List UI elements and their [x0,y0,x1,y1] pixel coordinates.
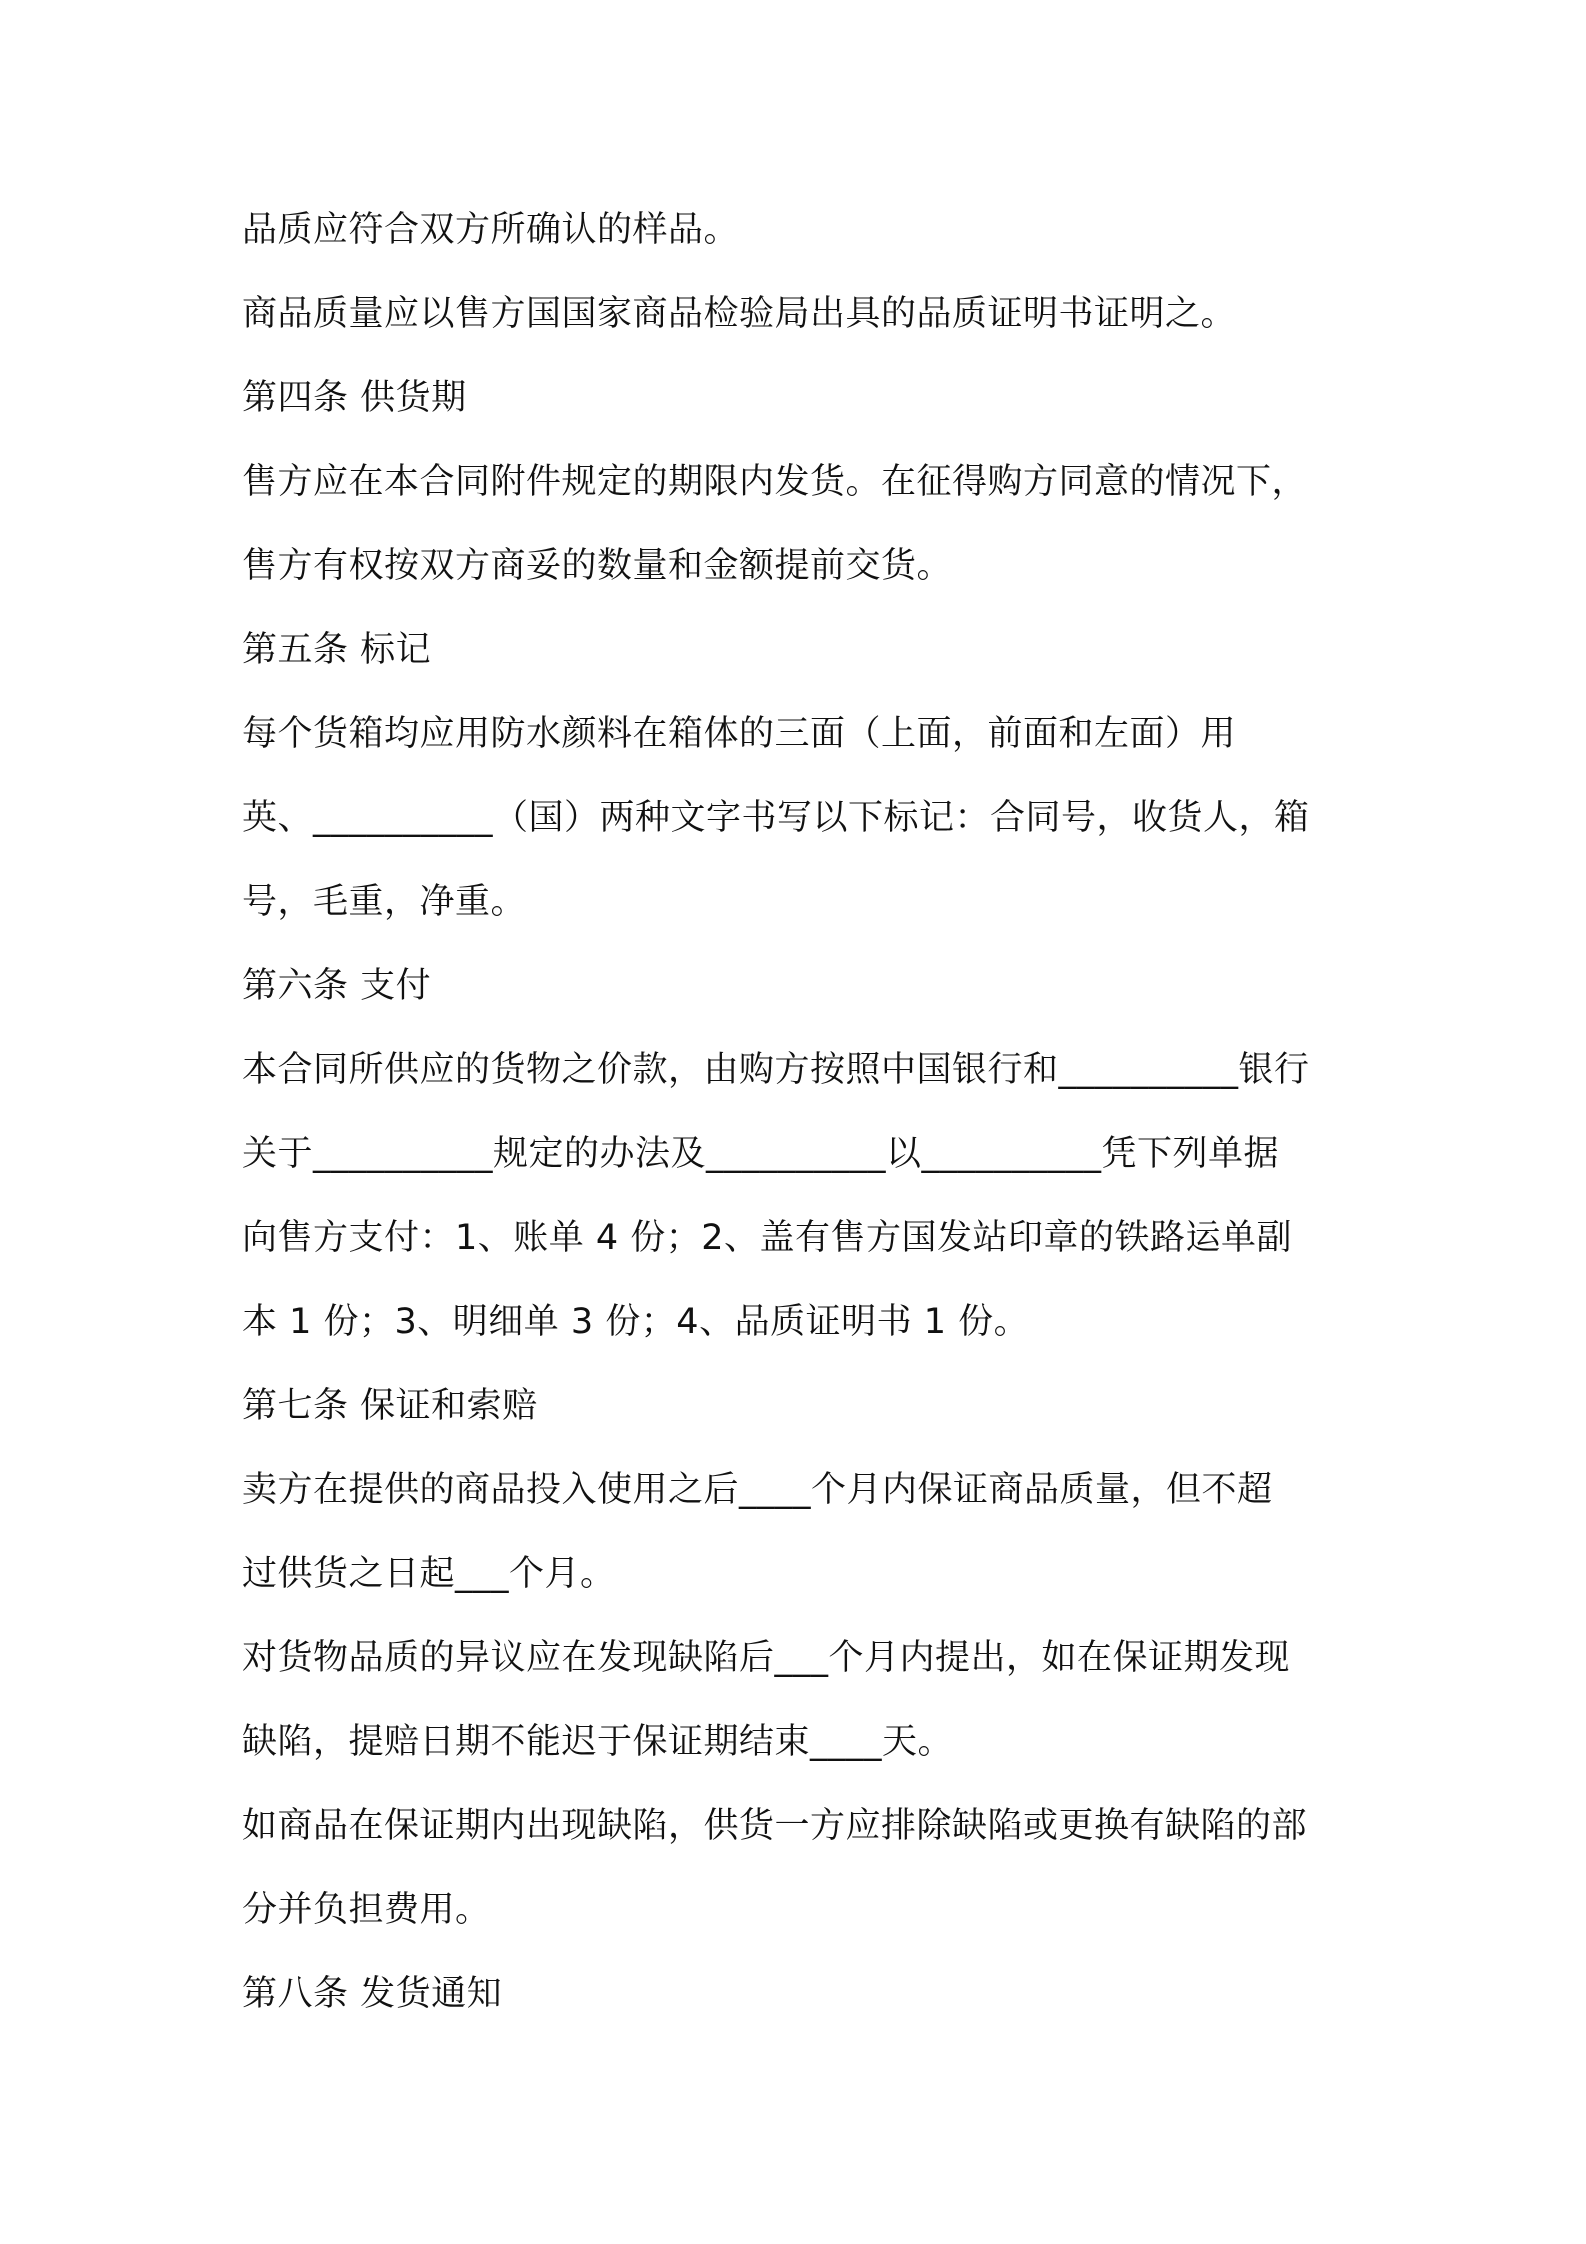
paragraph-line: 售方应在本合同附件规定的期限内发货。在征得购方同意的情况下， [242,462,1308,502]
paragraph-line: 对货物品质的异议应在发现缺陷后___个月内提出，如在保证期发现 [242,1638,1291,1678]
paragraph-line: 本 1 份；3、明细单 3 份；4、品质证明书 1 份。 [242,1302,1030,1342]
paragraph-line: 英、__________（国）两种文字书写以下标记：合同号，收货人，箱 [242,798,1310,838]
paragraph-line: 商品质量应以售方国国家商品检验局出具的品质证明书证明之。 [242,294,1237,334]
paragraph-line: 卖方在提供的商品投入使用之后____个月内保证商品质量，但不超 [242,1470,1273,1510]
paragraph-line: 关于__________规定的办法及__________以__________凭下列单据 [242,1134,1280,1174]
paragraph-line: 每个货箱均应用防水颜料在箱体的三面（上面，前面和左面）用 [242,714,1237,754]
paragraph-line: 如商品在保证期内出现缺陷，供货一方应排除缺陷或更换有缺陷的部 [242,1806,1308,1846]
article-heading: 第四条 供货期 [242,378,467,418]
paragraph-line: 向售方支付：1、账单 4 份；2、盖有售方国发站印章的铁路运单副 [242,1218,1293,1258]
paragraph-line: 过供货之日起___个月。 [242,1554,616,1594]
paragraph-line: 缺陷，提赔日期不能迟于保证期结束____天。 [242,1722,954,1762]
article-heading: 第六条 支付 [242,966,432,1006]
paragraph-line: 分并负担费用。 [242,1890,491,1930]
article-heading: 第八条 发货通知 [242,1974,503,2014]
article-heading: 第五条 标记 [242,630,432,670]
paragraph-line: 号，毛重，净重。 [242,882,527,922]
paragraph-line: 本合同所供应的货物之价款，由购方按照中国银行和__________银行 [242,1050,1310,1090]
paragraph-line: 售方有权按双方商妥的数量和金额提前交货。 [242,546,953,586]
paragraph-line: 品质应符合双方所确认的样品。 [242,210,740,250]
article-heading: 第七条 保证和索赔 [242,1386,538,1426]
